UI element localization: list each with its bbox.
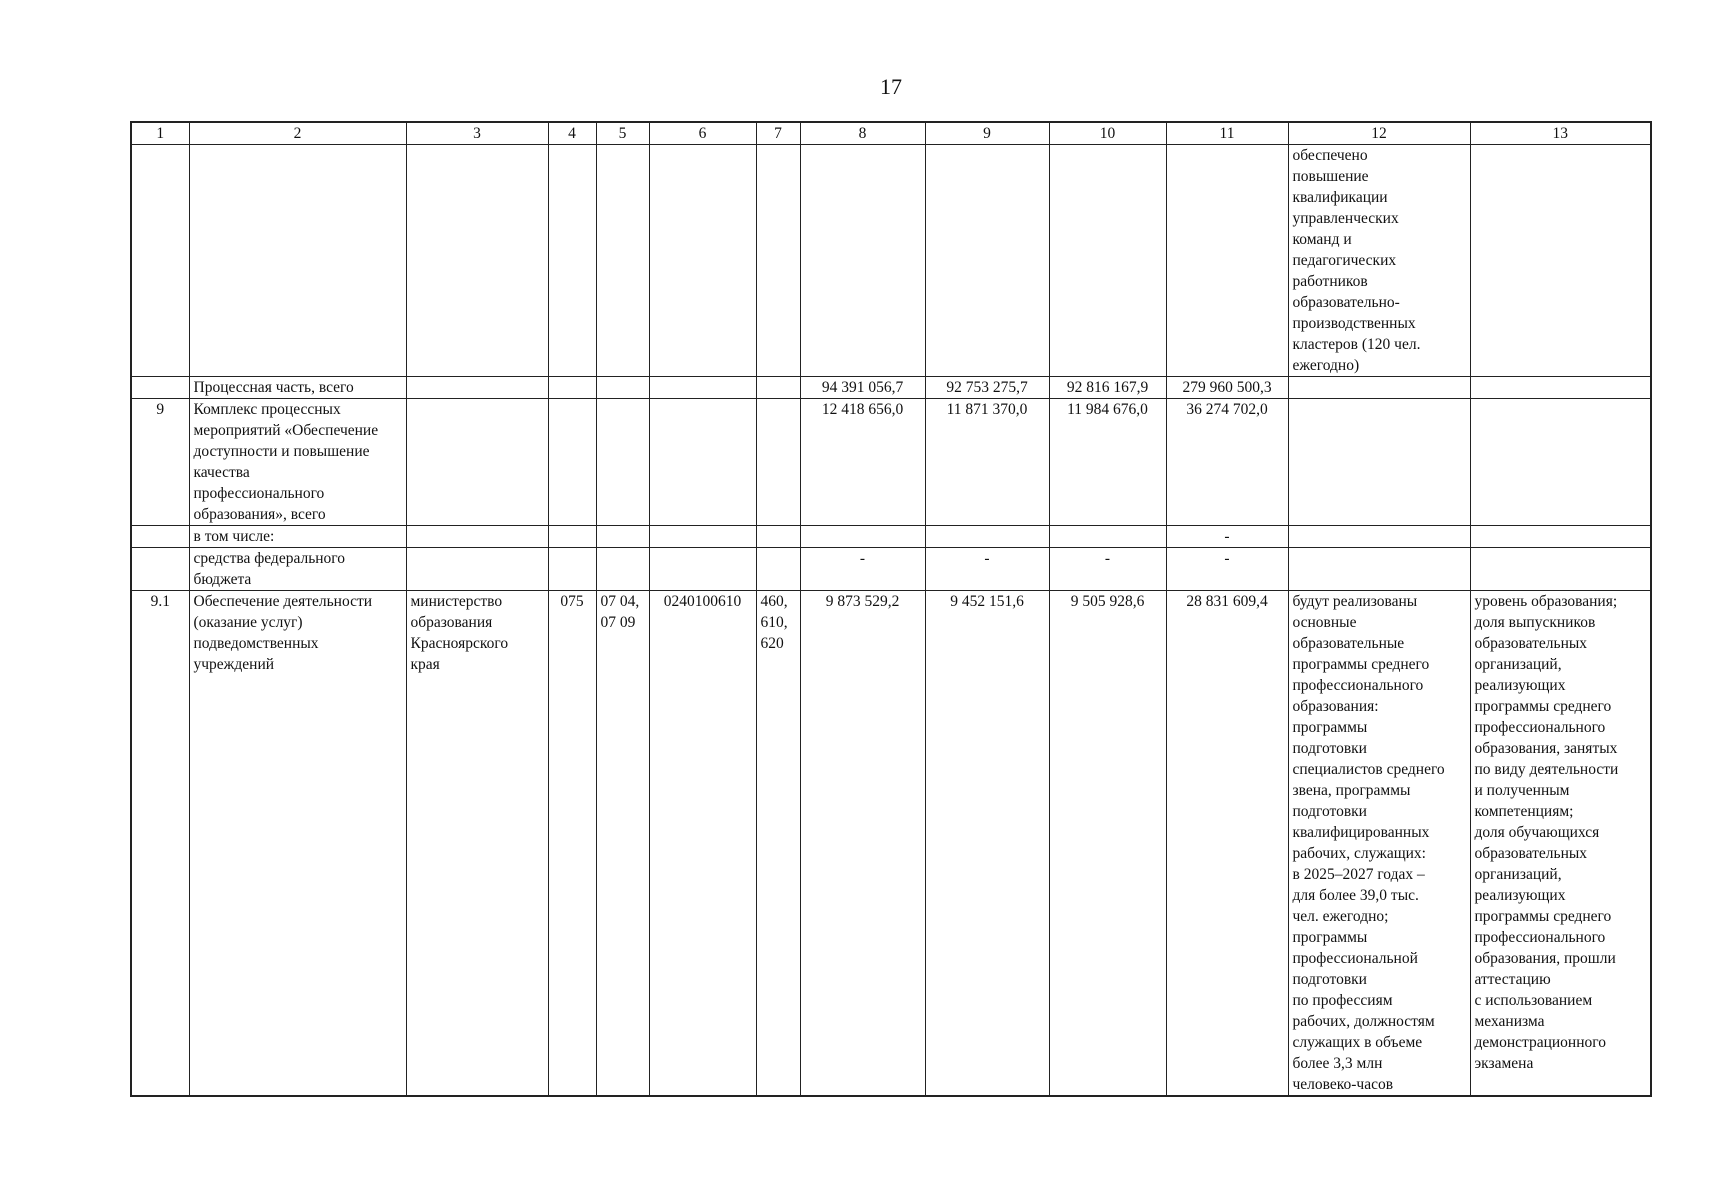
value-total: 36 274 702,0 [1166,399,1288,526]
column-header: 7 [756,122,800,145]
complex-9-row [131,399,1651,526]
value-2025: 12 418 656,0 [800,399,925,526]
column-header: 10 [1049,122,1166,145]
value-2025: - [800,548,925,591]
value-2026: - [925,548,1049,591]
row-label: Процессная часть, всего [189,377,406,399]
value-2025: 94 391 056,7 [800,377,925,399]
column-header: 11 [1166,122,1288,145]
expense-type-code: 460, 610, 620 [756,591,800,1097]
indicator-cell: уровень образования; доля выпускников образовательных организаций, реализующих программы среднего профессионального образования, занятых по виду деятельности и полученным компетенциям; доля обучающихся образовательных организаций, реализующих программы среднего профессионального образования, прошли аттестацию с использованием механизма демонстрационного экзамена [1470,591,1651,1097]
value-2027: - [1049,548,1166,591]
value-2027: 92 816 167,9 [1049,377,1166,399]
including-row [131,526,1651,548]
value-2026: 9 452 151,6 [925,591,1049,1097]
row-label: Обеспечение деятельности (оказание услуг) подведомственных учреждений [189,591,406,1097]
value-2026: 92 753 275,7 [925,377,1049,399]
target-article-code: 0240100610 [649,591,756,1097]
column-header: 2 [189,122,406,145]
column-header: 8 [800,122,925,145]
federal-budget-row [131,548,1651,591]
value-2027: 9 505 928,6 [1049,591,1166,1097]
column-header: 13 [1470,122,1651,145]
item-9-1-row [131,591,1651,1097]
column-number-row [131,122,1651,145]
row-number: 9.1 [131,591,189,1097]
grbs-code: 075 [548,591,596,1097]
result-cell: обеспечено повышение квалификации управленческих команд и педагогических работников образовательно- производственных кластеров (120 чел. ежегодно) [1288,145,1470,377]
result-cell: будут реализованы основные образовательные программы среднего профессионального образования: программы подготовки специалистов среднего звена, программы подготовки квалифицированных рабочих, служащих: в 2025–2027 годах – для более 39,0 тыс. чел. ежегодно; программы профессиональной подготовки по профессиям рабочих, должностям служащих в объеме более 3,3 млн человеко-часов [1288,591,1470,1097]
value-total: - [1166,526,1288,548]
process-total-row [131,377,1651,399]
row-label: средства федерального бюджета [189,548,406,591]
page-number: 17 [880,74,902,99]
executor-cell: министерство образования Красноярского края [406,591,548,1097]
value-total: 279 960 500,3 [1166,377,1288,399]
value-2026: 11 871 370,0 [925,399,1049,526]
program-table [130,121,1652,1097]
row-number: 9 [131,399,189,526]
value-total: - [1166,548,1288,591]
section-code: 07 04, 07 09 [596,591,649,1097]
row-label: Комплекс процессных мероприятий «Обеспечение доступности и повышение качества профессионального образования», всего [189,399,406,526]
column-header: 1 [131,122,189,145]
column-header: 3 [406,122,548,145]
value-2025: 9 873 529,2 [800,591,925,1097]
column-header: 5 [596,122,649,145]
continuation-row [131,145,1651,377]
column-header: 4 [548,122,596,145]
column-header: 12 [1288,122,1470,145]
row-label: в том числе: [189,526,406,548]
value-total: 28 831 609,4 [1166,591,1288,1097]
value-2027: 11 984 676,0 [1049,399,1166,526]
column-header: 9 [925,122,1049,145]
column-header: 6 [649,122,756,145]
